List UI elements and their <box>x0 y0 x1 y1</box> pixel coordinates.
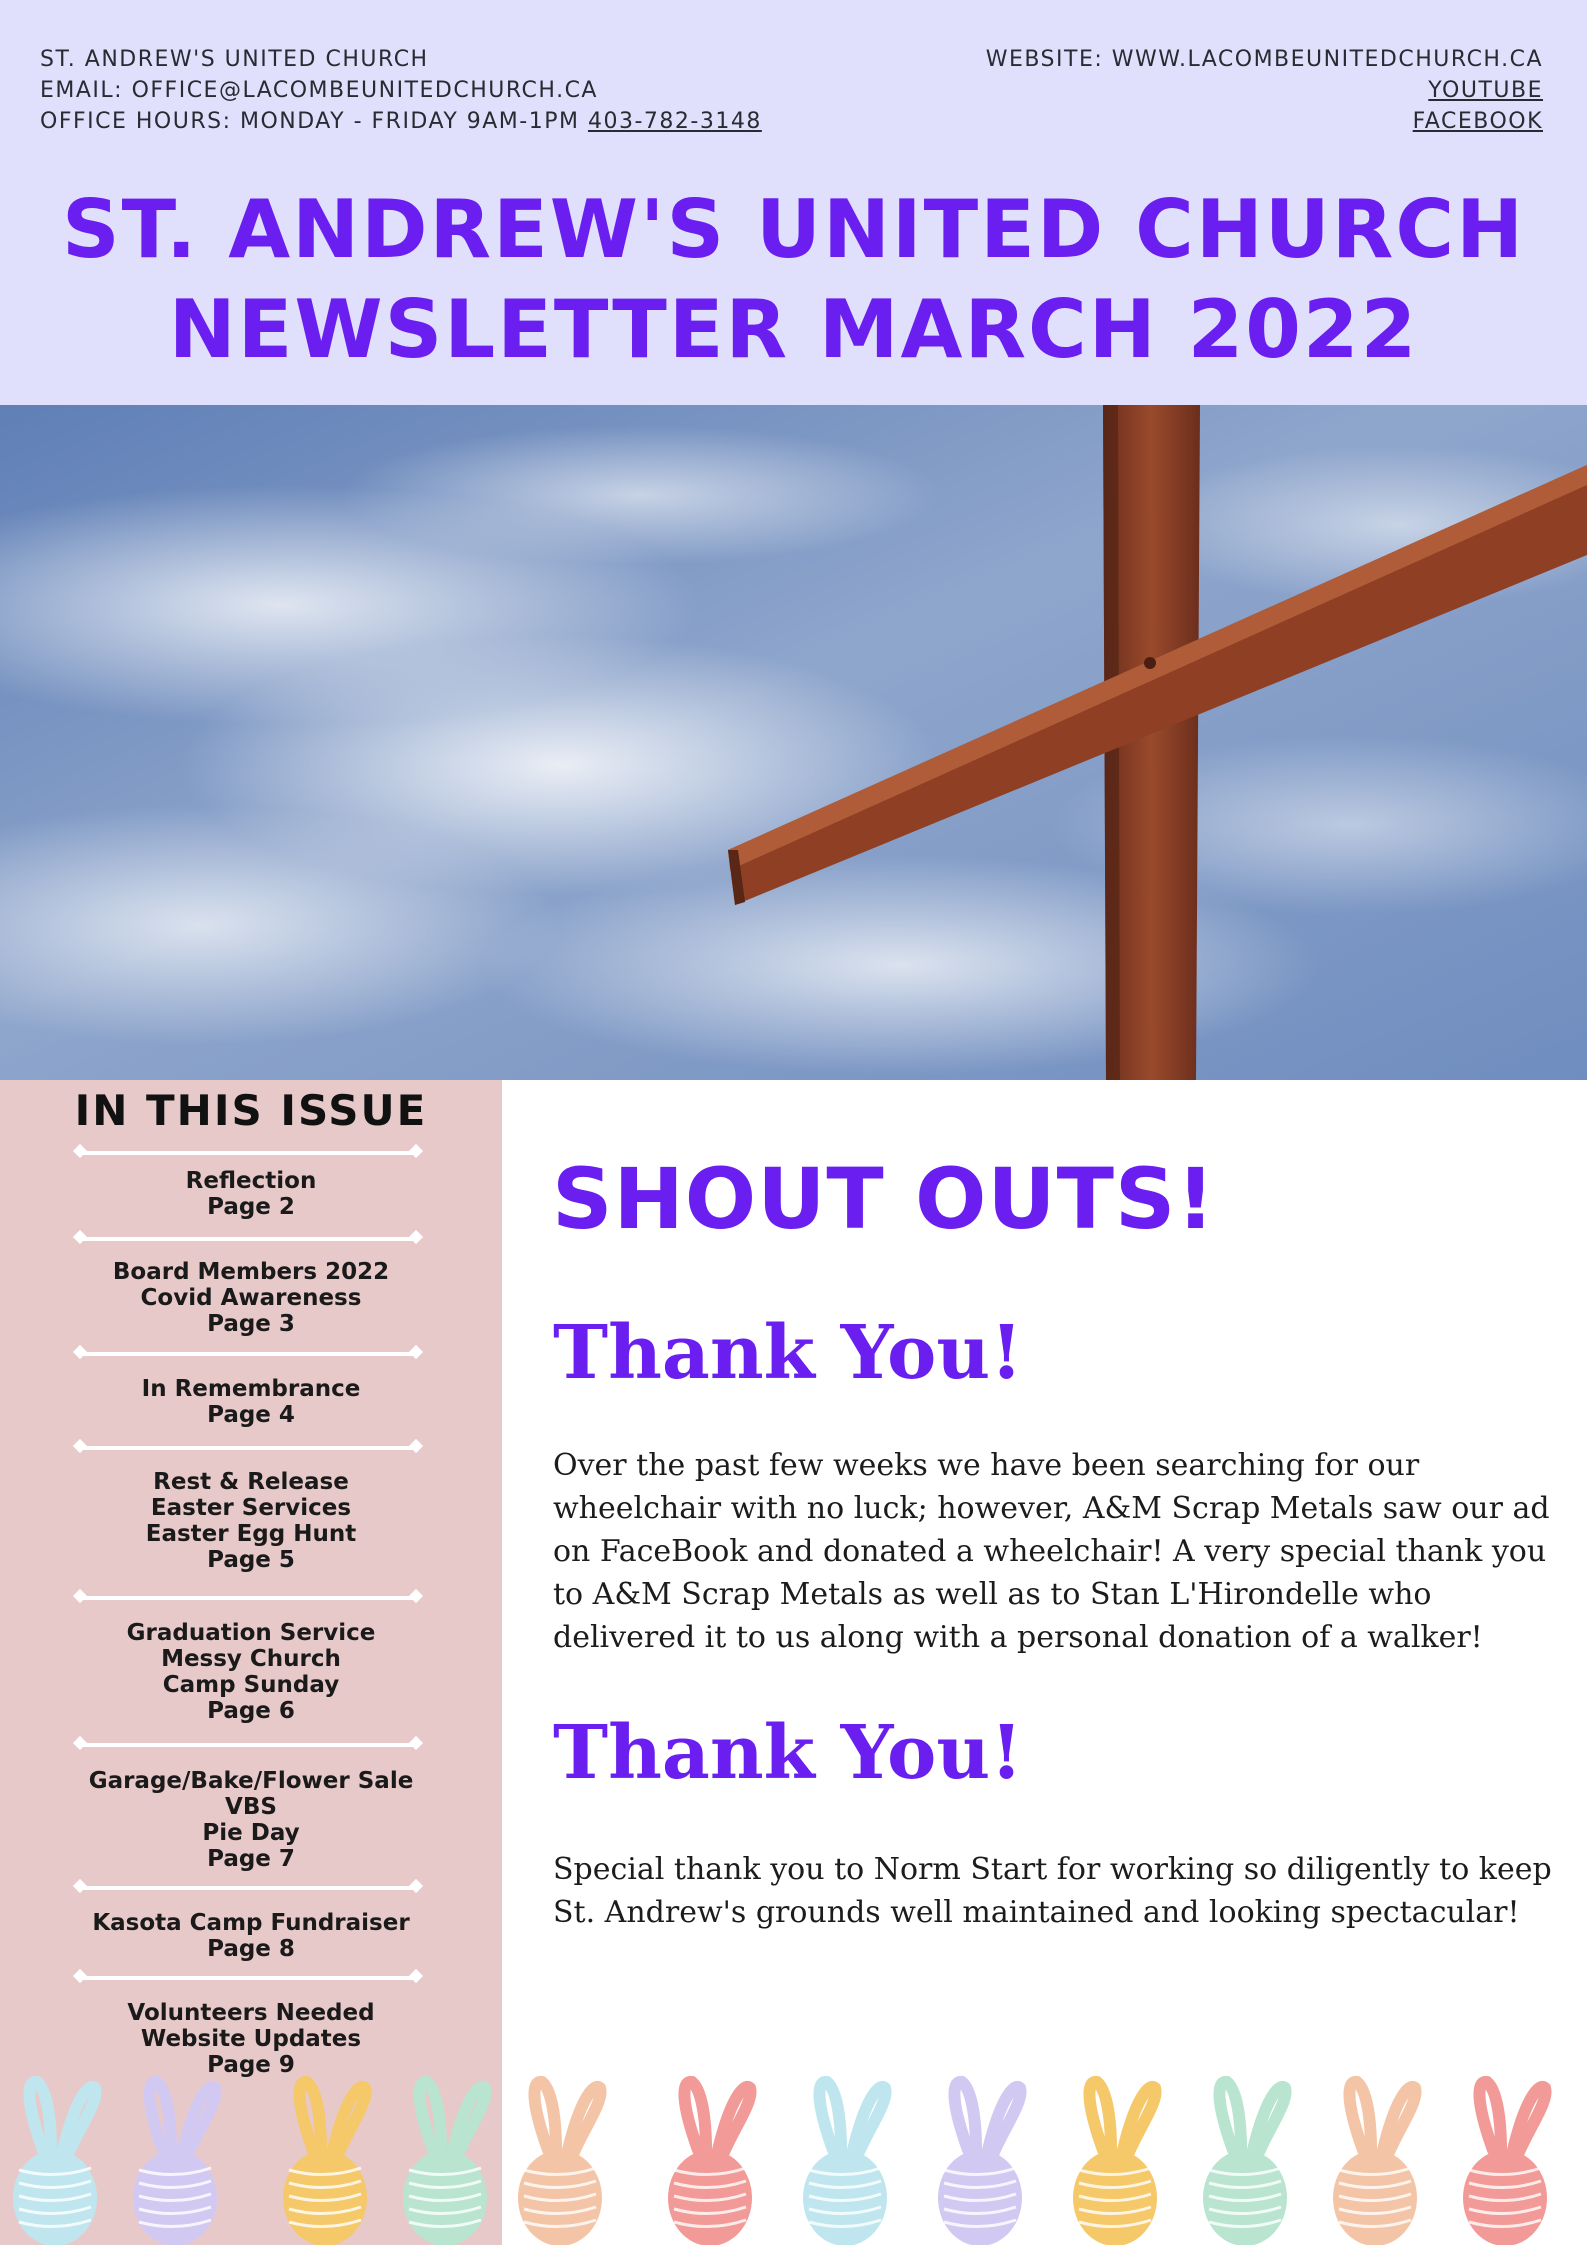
toc-line: Easter Services <box>150 1495 352 1521</box>
toc-page: Page 2 <box>207 1194 295 1220</box>
thank-you-heading-2: Thank You! <box>553 1710 1023 1796</box>
toc-divider <box>78 1976 418 1980</box>
toc-divider <box>78 1151 418 1155</box>
toc-line: Covid Awareness <box>140 1285 362 1311</box>
thank-you-paragraph-1: Over the past few weeks we have been searching for our wheelchair with no luck; however, A&M Scrap Metals saw our ad on FaceBook and donated a wheelchair! A very special thank you to A&M Scrap Metals as well as to Stan L'Hirondelle who delivered it to us along with a personal donation of a walker! <box>553 1448 1550 1655</box>
toc-item-in-remembrance[interactable] <box>0 1376 502 1428</box>
office-hours <box>40 106 762 137</box>
easter-egg-icon <box>13 2082 97 2245</box>
toc-line: Reflection <box>185 1168 317 1194</box>
toc-line: Garage/Bake/Flower Sale <box>88 1768 414 1794</box>
toc-item-reflection[interactable] <box>0 1168 502 1220</box>
contact-info <box>40 44 762 137</box>
toc-page: Page 6 <box>207 1698 295 1724</box>
easter-egg-icon <box>1203 2082 1287 2245</box>
toc-page: Page 4 <box>207 1402 295 1428</box>
easter-egg-icon <box>403 2082 487 2245</box>
easter-egg-icon <box>1333 2082 1417 2245</box>
title-line-1: ST. ANDREW'S UNITED CHURCH <box>61 183 1526 276</box>
easter-egg-icon <box>668 2082 752 2245</box>
toc-item-garage-sale[interactable] <box>0 1768 502 1872</box>
toc-page: Page 8 <box>207 1936 295 1962</box>
toc-line: Website Updates <box>140 2026 362 2052</box>
toc-page: Page 3 <box>207 1311 295 1337</box>
toc-page: Page 9 <box>207 2052 295 2078</box>
toc-item-rest-release[interactable] <box>0 1469 502 1573</box>
toc-divider <box>78 1596 418 1600</box>
toc-line: VBS <box>225 1794 277 1820</box>
toc-line: Graduation Service <box>126 1620 376 1646</box>
toc-divider <box>78 1352 418 1356</box>
toc-line: Easter Egg Hunt <box>145 1521 357 1547</box>
newsletter-title <box>0 180 1587 380</box>
hero-cross-image <box>0 405 1587 1080</box>
phone-link[interactable]: 403-782-3148 <box>587 109 762 134</box>
easter-egg-icon <box>283 2082 367 2245</box>
easter-egg-icon <box>1073 2082 1157 2245</box>
links-info <box>986 44 1543 137</box>
toc-page: Page 7 <box>207 1846 295 1872</box>
church-name: ST. ANDREW'S UNITED CHURCH <box>40 47 429 72</box>
toc-line: Board Members 2022 <box>112 1259 390 1285</box>
toc-divider <box>78 1446 418 1450</box>
easter-egg-border <box>0 2070 1587 2245</box>
easter-egg-icon <box>518 2082 602 2245</box>
toc-line: Camp Sunday <box>162 1672 340 1698</box>
toc-item-volunteers[interactable] <box>0 2000 502 2078</box>
youtube-link[interactable]: YOUTUBE <box>1428 78 1543 103</box>
toc-divider <box>78 1743 418 1747</box>
toc-item-board-members[interactable] <box>0 1259 502 1337</box>
thank-you-paragraph-2: Special thank you to Norm Start for working so diligently to keep St. Andrew's grounds well maintained and looking spectacular! <box>553 1852 1552 1930</box>
toc-line: Kasota Camp Fundraiser <box>92 1910 410 1936</box>
toc-line: Pie Day <box>202 1820 300 1846</box>
easter-egg-icon <box>938 2082 1022 2245</box>
toc-line: In Remembrance <box>141 1376 361 1402</box>
toc-divider <box>78 1886 418 1890</box>
shout-outs-heading: SHOUT OUTS! <box>552 1150 1216 1248</box>
toc-item-kasota-camp[interactable] <box>0 1910 502 1962</box>
thank-you-heading-1: Thank You! <box>553 1310 1023 1396</box>
website-link[interactable]: WEBSITE: WWW.LACOMBEUNITEDCHURCH.CA <box>985 47 1543 72</box>
toc-line: Rest & Release <box>153 1469 349 1495</box>
easter-egg-icon <box>1463 2082 1547 2245</box>
easter-egg-icon <box>803 2082 887 2245</box>
office-hours-text: OFFICE HOURS: MONDAY - FRIDAY 9AM-1PM <box>40 109 580 134</box>
easter-egg-icon <box>133 2082 217 2245</box>
title-line-2: NEWSLETTER MARCH 2022 <box>168 283 1419 376</box>
toc-line: Messy Church <box>161 1646 341 1672</box>
toc-item-graduation-service[interactable] <box>0 1620 502 1724</box>
toc-line: Volunteers Needed <box>127 2000 375 2026</box>
toc-divider <box>78 1237 418 1241</box>
toc-heading: IN THIS ISSUE <box>74 1086 428 1135</box>
email-address[interactable]: EMAIL: OFFICE@LACOMBEUNITEDCHURCH.CA <box>40 78 598 103</box>
toc-page: Page 5 <box>207 1547 295 1573</box>
facebook-link[interactable]: FACEBOOK <box>1412 109 1543 134</box>
